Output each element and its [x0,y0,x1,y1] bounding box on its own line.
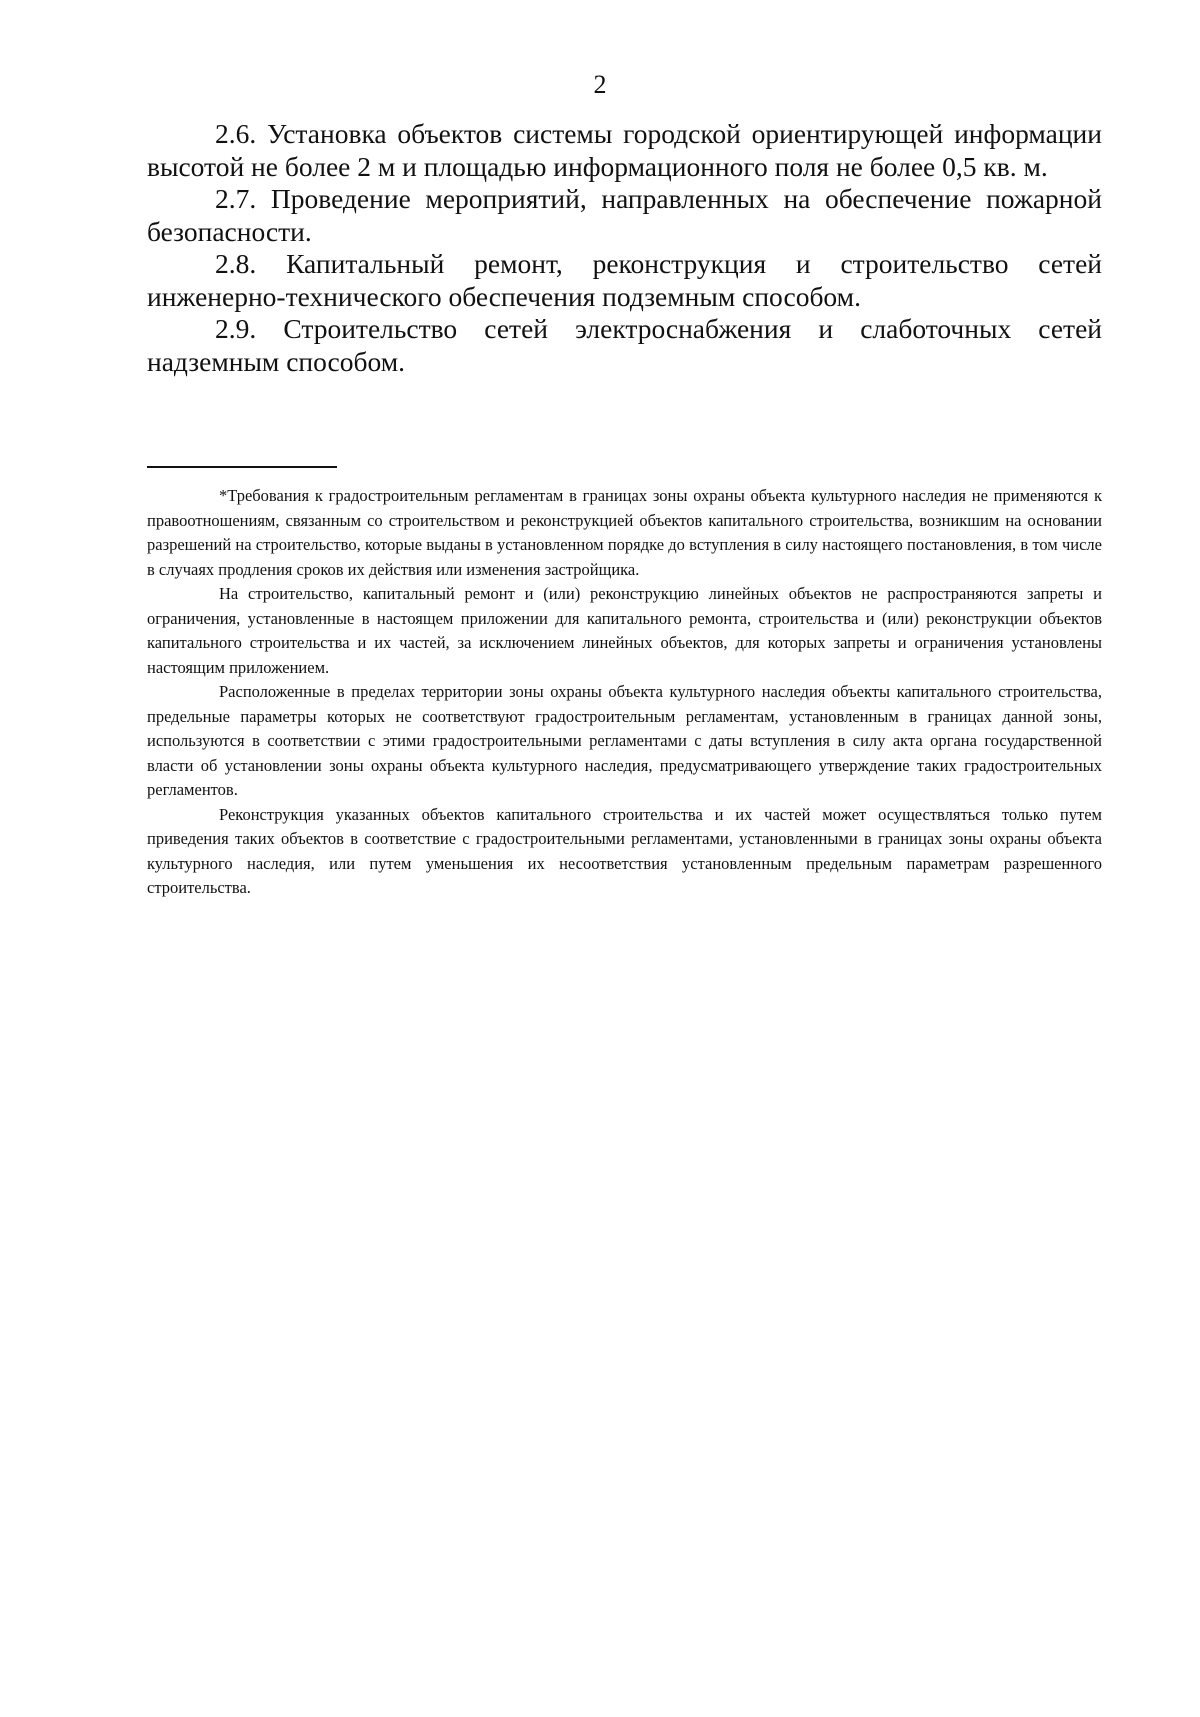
footnote-paragraph: На строительство, капитальный ремонт и (или) реконструкцию линейных объектов не распространяются запреты и ограничения, установленные в настоящем приложении для капитального ремонта, строительства и (или) реконструкции объектов капитального строительства и их частей, за исключением линейных объектов, для которых запреты и ограничения установлены настоящим приложением. [147,584,1102,677]
footnote-separator [147,466,337,468]
item-2-6: 2.6. Установка объектов системы городской ориентирующей информации высотой не более 2 м и площадью информационного поля не более 0,5 кв. м. [147,118,1102,182]
item-2-8: 2.8. Капитальный ремонт, реконструкция и строительство сетей инженерно-технического обеспечения подземным способом. [147,248,1102,312]
page-number: 2 [593,70,607,99]
item-2-7: 2.7. Проведение мероприятий, направленных на обеспечение пожарной безопасности. [147,183,1102,247]
item-2-9: 2.9. Строительство сетей электроснабжения и слаботочных сетей надземным способом. [147,313,1102,377]
main-text [147,118,1102,378]
footnote-paragraph: Расположенные в пределах территории зоны охраны объекта культурного наследия объекты капитального строительства, предельные параметры которых не соответствуют градостроительным регламентам, установленным в границах данной зоны, используются в соответствии с этими градостроительными регламентами с даты вступления в силу акта органа государственной власти об установлении зоны охраны объекта культурного наследия, предусматривающего утверждение таких градостроительных регламентов. [147,682,1102,799]
footnote-paragraph: *Требования к градостроительным регламентам в границах зоны охраны объекта культурного наследия не применяются к правоотношениям, связанным со строительством и реконструкцией объектов капитального строительства, возникшим на основании разрешений на строительство, которые выданы в установленном порядке до вступления в силу настоящего постановления, в том числе в случаях продления сроков их действия или изменения застройщика. [147,486,1102,579]
footnote-paragraph: Реконструкция указанных объектов капитального строительства и их частей может осуществляться только путем приведения таких объектов в соответствие с градостроительными регламентами, установленными в границах зоны охраны объекта культурного наследия, или путем уменьшения их несоответствия установленным предельным параметрам разрешенного строительства. [147,804,1102,897]
footnotes [147,484,1102,901]
